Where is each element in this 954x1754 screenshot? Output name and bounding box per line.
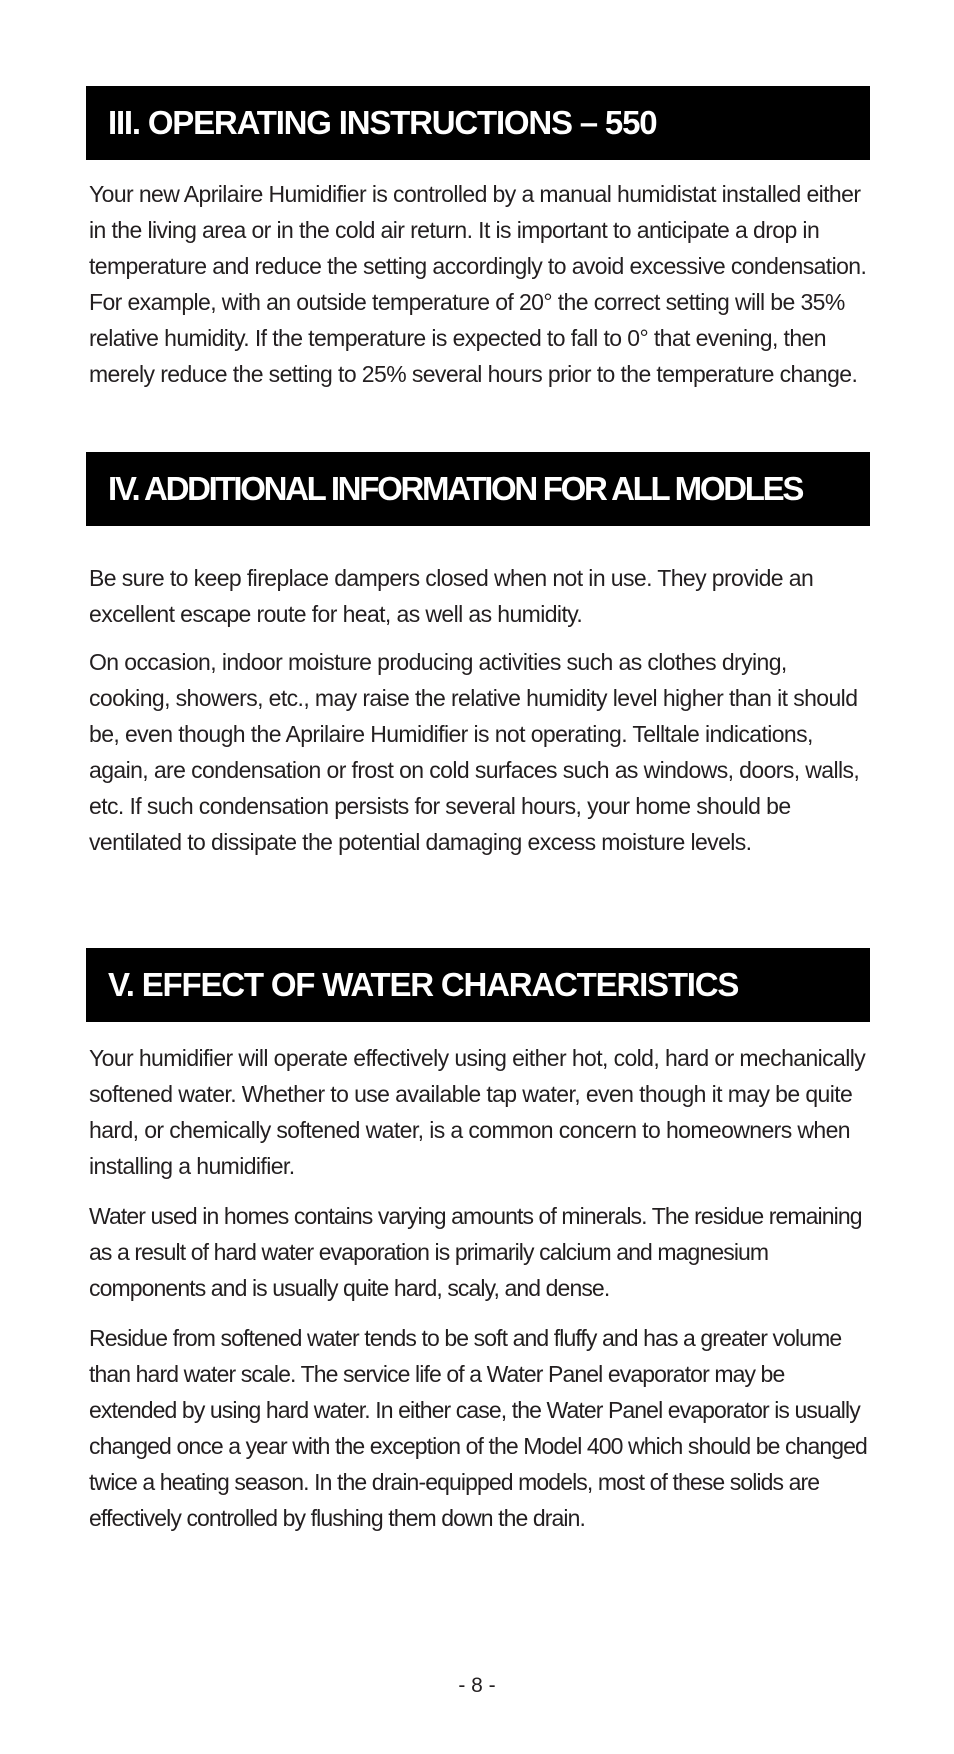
section-iii-paragraph-1: Your new Aprilaire Humidifier is controlled by a manual humidistat installed either in the living area or in the cold air return. It is important to anticipate a drop in temperature and reduce the setting accordingly to avoid excessive condensation. For example, with an outside temperature of 20° the correct setting will be 35% relative humidity. If the temperature is expected to fall to 0° that evening, then merely reduce the setting to 25% several hours prior to the temperature change. xyxy=(89,181,867,387)
page-number: - 8 - xyxy=(458,1674,496,1697)
section-v-heading: V. EFFECT OF WATER CHARACTERISTICS xyxy=(86,948,870,1022)
section-v-paragraph-2: Water used in homes contains varying amounts of minerals. The residue remaining as a result of hard water evaporation is primarily calcium and magnesium components and is usually quite hard, scaly, and dense. xyxy=(89,1203,862,1301)
section-iv-paragraph-2: On occasion, indoor moisture producing activities such as clothes drying, cooking, showers, etc., may raise the relative humidity level higher than it should be, even though the Aprilaire Humidifier is not operating. Telltale indications, again, are condensation or frost on cold surfaces such as windows, doors, walls, etc. If such condensation persists for several hours, your home should be ventilated to dissipate the potential damaging excess moisture levels. xyxy=(89,649,860,855)
section-v-paragraph-1: Your humidifier will operate effectively using either hot, cold, hard or mechanically softened water. Whether to use available tap water, even though it may be quite hard, or chemically softened water, is a common concern to homeowners when installing a humidifier. xyxy=(89,1045,866,1179)
section-iv-heading: IV. ADDITIONAL INFORMATION FOR ALL MODLES xyxy=(86,452,870,526)
section-iii-heading: III. OPERATING INSTRUCTIONS – 550 xyxy=(86,86,870,160)
section-v-paragraph-3: Residue from softened water tends to be soft and fluffy and has a greater volume than hard water scale. The service life of a Water Panel evaporator may be extended by using hard water. In either case, the Water Panel evaporator is usually changed once a year with the exception of the Model 400 which should be changed twice a heating season. In the drain-equipped models, most of these solids are effectively controlled by flushing them down the drain. xyxy=(89,1325,867,1531)
section-iv-paragraph-1: Be sure to keep fireplace dampers closed when not in use. They provide an excellent escape route for heat, as well as humidity. xyxy=(89,565,814,627)
